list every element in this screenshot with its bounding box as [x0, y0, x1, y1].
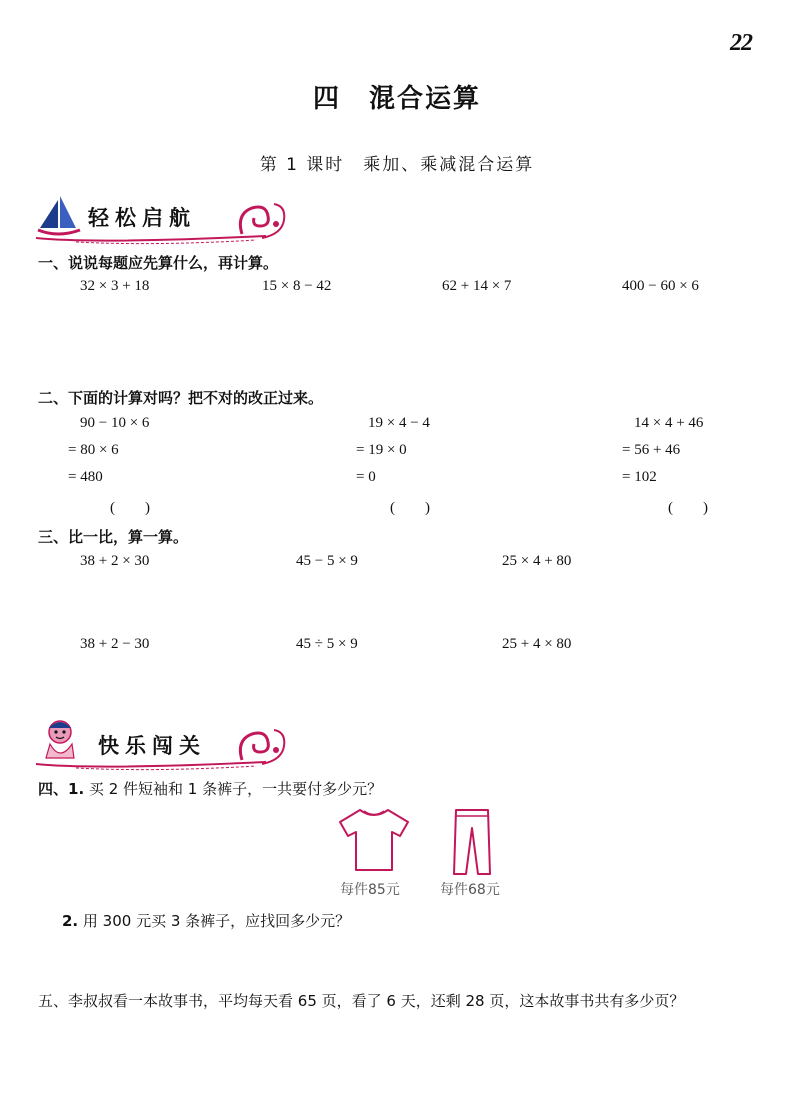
pants-price-caption: 每件68元	[440, 882, 500, 898]
q4-item1-text: 买 2 件短袖和 1 条裤子，一共要付多少元？	[84, 780, 383, 798]
q3-expr: 45 ÷ 5 × 9	[296, 636, 358, 652]
answer-paren[interactable]: ( )	[110, 500, 150, 516]
banner-happy-pass-label: 快乐闯关	[98, 734, 206, 758]
q2-line: 14 × 4 + 46	[634, 415, 704, 431]
q2-line: = 480	[68, 469, 103, 485]
q2-line: = 102	[622, 469, 657, 485]
q4-item2-text: 用 300 元买 3 条裤子，应找回多少元？	[78, 912, 351, 930]
banner-easy-sailing-label: 轻松启航	[88, 206, 196, 230]
q2-line: 90 − 10 × 6	[80, 415, 150, 431]
tshirt-icon	[336, 806, 412, 874]
q2-line: 19 × 4 − 4	[368, 415, 430, 431]
pants-icon	[450, 806, 494, 878]
q3-expr: 38 + 2 − 30	[80, 636, 150, 652]
q2-line: = 0	[356, 469, 376, 485]
lesson-title: 第 1 课时 乘加、乘减混合运算	[259, 155, 535, 175]
q3-expr: 25 + 4 × 80	[502, 636, 572, 652]
q2-line: = 19 × 0	[356, 442, 407, 458]
q3-expr: 38 + 2 × 30	[80, 553, 150, 569]
shirt-price-caption: 每件85元	[340, 882, 400, 898]
q1-expr: 400 − 60 × 6	[622, 278, 699, 294]
q2-line: = 80 × 6	[68, 442, 119, 458]
q3-expr: 45 − 5 × 9	[296, 553, 358, 569]
swirl-ornament-icon	[232, 194, 292, 244]
swirl-ornament-icon	[232, 720, 292, 770]
answer-paren[interactable]: ( )	[390, 500, 430, 516]
q1-expr: 32 × 3 + 18	[80, 278, 150, 294]
q2-line: = 56 + 46	[622, 442, 681, 458]
q1-title: 一、说说每题应先算什么，再计算。	[38, 254, 279, 272]
answer-paren[interactable]: ( )	[668, 500, 708, 516]
q4-item2-number: 2.	[62, 912, 79, 930]
banner-happy-pass	[36, 716, 296, 772]
q4-prefix: 四、	[38, 780, 69, 798]
q1-expr: 15 × 8 − 42	[262, 278, 332, 294]
q2-title: 二、下面的计算对吗？把不对的改正过来。	[38, 389, 324, 407]
page-number: 22	[730, 30, 752, 56]
banner-easy-sailing	[36, 192, 296, 248]
q3-expr: 25 × 4 + 80	[502, 553, 572, 569]
q4-item1-number: 1.	[68, 780, 85, 798]
q1-expr: 62 + 14 × 7	[442, 278, 512, 294]
q5-text: 五、李叔叔看一本故事书，平均每天看 65 页，看了 6 天，还剩 28 页，这本故事书共有多少页？	[38, 992, 685, 1010]
q3-title: 三、比一比，算一算。	[38, 528, 189, 546]
q4-item2	[62, 910, 350, 931]
chapter-title: 四 混合运算	[312, 84, 481, 114]
q4-item1	[38, 778, 382, 799]
